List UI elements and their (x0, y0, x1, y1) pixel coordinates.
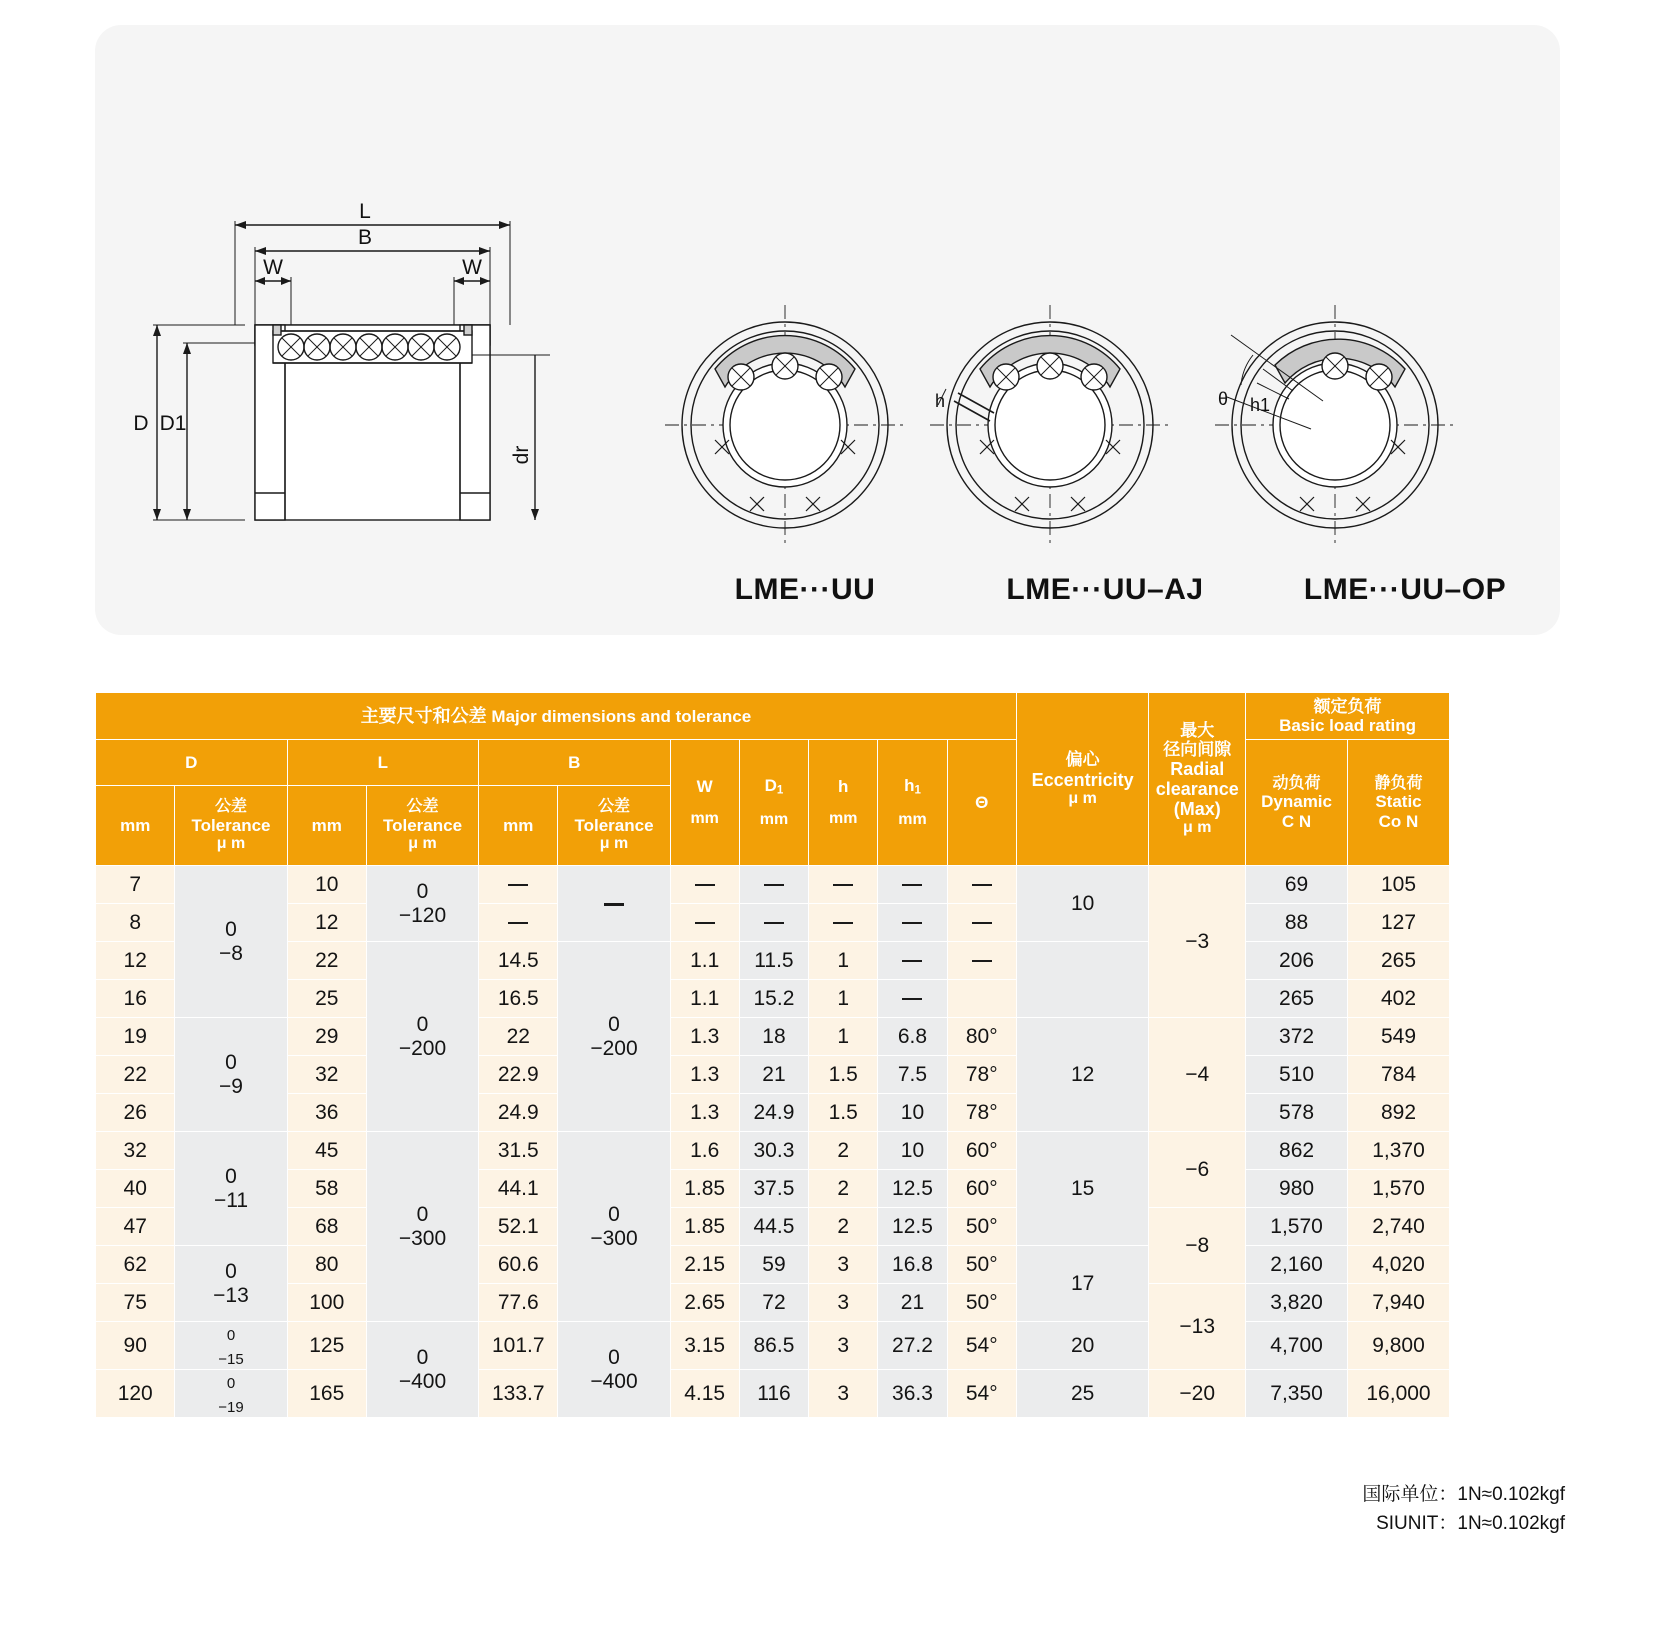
cell-dynamic-load: 4,700 (1246, 1322, 1348, 1370)
model-name-row (655, 573, 1555, 607)
cell-W: 1.1 (670, 980, 739, 1018)
cell-h: 3 (809, 1246, 878, 1284)
cell-L: 80 (287, 1246, 366, 1284)
cell-dynamic-load: 862 (1246, 1132, 1348, 1170)
cell-theta (947, 980, 1016, 1018)
cell-dynamic-load: 2,160 (1246, 1246, 1348, 1284)
header-tol-unit-L: μ m (408, 835, 437, 853)
cell-B: 44.1 (479, 1170, 558, 1208)
cell-dynamic-load: 7,350 (1246, 1370, 1348, 1418)
header-radial-clearance (1149, 693, 1246, 866)
header-load-en: Basic load rating (1279, 716, 1417, 736)
cell-theta (947, 904, 1016, 942)
cell-D-tolerance: 0 −8 (175, 866, 287, 1018)
cell-W: 1.3 (670, 1056, 739, 1094)
header-unit-B-mm: mm (479, 786, 558, 866)
cell-D-tolerance: 0 −15 (175, 1322, 287, 1370)
table-row (96, 980, 1450, 1018)
header-col-h1-unit: mm (898, 811, 927, 829)
cell-theta (947, 942, 1016, 980)
table-row (96, 866, 1450, 904)
header-row-subs (96, 740, 1450, 786)
cell-D: 22 (96, 1056, 175, 1094)
header-tol-cn-B: 公差 (598, 798, 631, 816)
cell-B: 24.9 (479, 1094, 558, 1132)
header-unit-L-tolerance (366, 786, 478, 866)
cell-radial-clearance: −13 (1149, 1284, 1246, 1370)
header-tol-en-L: Tolerance (382, 816, 463, 836)
footer-note-en: SIUNIT：1N≈0.102kgf (1376, 1513, 1565, 1535)
cell-h1: 36.3 (878, 1370, 947, 1418)
cell-L: 68 (287, 1208, 366, 1246)
cell-L: 25 (287, 980, 366, 1018)
header-col-D1-sub: 1 (776, 784, 784, 797)
cell-dynamic-load: 578 (1246, 1094, 1348, 1132)
cell-L: 36 (287, 1094, 366, 1132)
cell-D: 90 (96, 1322, 175, 1370)
cell-theta: 50° (947, 1208, 1016, 1246)
table-row (96, 1056, 1450, 1094)
cell-D: 75 (96, 1284, 175, 1322)
cell-L: 12 (287, 904, 366, 942)
cell-W (670, 904, 739, 942)
header-col-D1 (739, 740, 808, 866)
cell-dynamic-load: 1,570 (1246, 1208, 1348, 1246)
cell-D1: 37.5 (739, 1170, 808, 1208)
table-row (96, 1322, 1450, 1370)
header-col-D1-unit: mm (759, 811, 789, 829)
cell-W: 1.1 (670, 942, 739, 980)
cell-static-load: 7,940 (1348, 1284, 1450, 1322)
bearing-drawings-svg (95, 25, 1560, 635)
cell-h: 1.5 (809, 1056, 878, 1094)
cell-static-load: 784 (1348, 1056, 1450, 1094)
cell-D-tolerance: 0 −19 (175, 1370, 287, 1418)
cell-dynamic-load: 510 (1246, 1056, 1348, 1094)
cell-h1: 12.5 (878, 1170, 947, 1208)
cell-L: 125 (287, 1322, 366, 1370)
header-load-static-cn: 静负荷 (1374, 774, 1423, 792)
dim-label-L: L (359, 200, 371, 223)
cell-dynamic-load: 88 (1246, 904, 1348, 942)
cell-L-tolerance: 0 −400 (366, 1322, 478, 1418)
cell-D: 16 (96, 980, 175, 1018)
dim-D1 (183, 343, 255, 520)
cell-theta: 54° (947, 1370, 1016, 1418)
cell-dynamic-load: 3,820 (1246, 1284, 1348, 1322)
cell-B: 14.5 (479, 942, 558, 980)
cell-D1: 15.2 (739, 980, 808, 1018)
cell-B: 31.5 (479, 1132, 558, 1170)
cell-theta: 60° (947, 1170, 1016, 1208)
cell-L: 165 (287, 1370, 366, 1418)
cell-W: 2.65 (670, 1284, 739, 1322)
header-col-h-unit: mm (828, 810, 858, 828)
dim-label-W-right: W (462, 256, 482, 279)
header-eccentricity-en: Eccentricity (1031, 769, 1134, 790)
header-col-W-unit: mm (690, 810, 719, 828)
dim-label-h1: h1 (1249, 395, 1271, 415)
cell-h1: 10 (878, 1094, 947, 1132)
cell-B-tolerance (558, 866, 670, 942)
header-col-h-text: h (838, 777, 849, 797)
cell-theta: 78° (947, 1094, 1016, 1132)
specification-table-container (95, 692, 1450, 1418)
header-col-B: B (479, 740, 671, 786)
table-row (96, 1284, 1450, 1322)
header-load-static-en2: Co N (1378, 811, 1419, 831)
cell-B (479, 866, 558, 904)
cell-D1: 72 (739, 1284, 808, 1322)
cell-eccentricity: 25 (1016, 1370, 1148, 1418)
header-load-dynamic-cn: 动负荷 (1272, 774, 1321, 792)
cell-h1 (878, 942, 947, 980)
cell-W (670, 866, 739, 904)
cell-W: 1.85 (670, 1170, 739, 1208)
cell-h1: 7.5 (878, 1056, 947, 1094)
header-load-dynamic-en2: C N (1281, 811, 1312, 831)
cell-eccentricity: 17 (1016, 1246, 1148, 1322)
table-row (96, 1132, 1450, 1170)
header-basic-load-rating (1246, 693, 1450, 740)
header-radial-cn1: 最大 (1180, 720, 1215, 740)
header-tol-cn-D: 公差 (214, 798, 247, 816)
cell-D: 7 (96, 866, 175, 904)
bearing-body-section (255, 325, 535, 520)
cell-static-load: 9,800 (1348, 1322, 1450, 1370)
cell-D-tolerance: 0 −11 (175, 1132, 287, 1246)
cell-eccentricity: 12 (1016, 1018, 1148, 1132)
cell-B: 52.1 (479, 1208, 558, 1246)
dim-label-theta: θ (1217, 389, 1229, 409)
header-radial-en3: (Max) (1173, 799, 1221, 820)
cell-h: 1 (809, 942, 878, 980)
cell-radial-clearance: −3 (1149, 866, 1246, 1018)
cell-static-load: 265 (1348, 942, 1450, 980)
cell-D-tolerance: 0 −13 (175, 1246, 287, 1322)
header-radial-en1: Radial (1170, 758, 1225, 779)
cell-L: 45 (287, 1132, 366, 1170)
header-col-D: D (96, 740, 288, 786)
cell-B: 101.7 (479, 1322, 558, 1370)
endview-uu-op (1215, 305, 1455, 545)
cell-eccentricity (1016, 942, 1148, 1018)
cell-radial-clearance: −6 (1149, 1132, 1246, 1208)
header-col-h1-sub: 1 (914, 784, 921, 797)
header-major-cn: 主要尺寸和公差 (360, 705, 487, 726)
cell-static-load: 549 (1348, 1018, 1450, 1056)
dim-label-dr: dr (510, 445, 533, 465)
cell-D-tolerance: 0 −9 (175, 1018, 287, 1132)
table-row (96, 904, 1450, 942)
cell-h1 (878, 866, 947, 904)
cell-h: 1 (809, 980, 878, 1018)
endview-uu (665, 305, 905, 545)
header-tol-unit-D: μ m (216, 835, 246, 853)
header-unit-D-tolerance (175, 786, 287, 866)
cell-h: 2 (809, 1132, 878, 1170)
header-radial-cn2: 径向间隙 (1163, 739, 1232, 759)
model-label-uu: LME···UU (734, 573, 876, 606)
cell-D1: 30.3 (739, 1132, 808, 1170)
model-label-uu-op: LME···UU–OP (1303, 573, 1507, 606)
cell-B: 60.6 (479, 1246, 558, 1284)
header-eccentricity-unit: μ m (1068, 789, 1097, 807)
specification-table (95, 692, 1450, 1418)
cell-h1 (878, 904, 947, 942)
cell-h: 2 (809, 1170, 878, 1208)
cell-D: 62 (96, 1246, 175, 1284)
footer-notes (1362, 1480, 1565, 1539)
cell-radial-clearance: −4 (1149, 1018, 1246, 1132)
cell-W: 1.85 (670, 1208, 739, 1246)
cell-D1 (739, 904, 808, 942)
cell-B (479, 904, 558, 942)
cell-h: 3 (809, 1322, 878, 1370)
cell-D1: 44.5 (739, 1208, 808, 1246)
cell-D: 12 (96, 942, 175, 980)
cell-B: 22 (479, 1018, 558, 1056)
cell-h1: 27.2 (878, 1322, 947, 1370)
header-col-L: L (287, 740, 479, 786)
header-load-cn: 额定负荷 (1313, 697, 1382, 716)
header-col-h1-text: h (904, 775, 915, 795)
cell-L: 10 (287, 866, 366, 904)
table-row (96, 1370, 1450, 1418)
cell-D: 26 (96, 1094, 175, 1132)
header-tol-en-D: Tolerance (191, 816, 271, 836)
cell-D: 32 (96, 1132, 175, 1170)
header-radial-en2: clearance (1155, 779, 1239, 800)
header-tol-en-B: Tolerance (574, 816, 654, 836)
header-col-W-text: W (696, 777, 713, 797)
cell-theta: 78° (947, 1056, 1016, 1094)
table-row (96, 1170, 1450, 1208)
cell-dynamic-load: 206 (1246, 942, 1348, 980)
cell-static-load: 892 (1348, 1094, 1450, 1132)
cell-W: 4.15 (670, 1370, 739, 1418)
cell-D1: 18 (739, 1018, 808, 1056)
header-col-D1-text: D (764, 775, 777, 795)
model-label-uu-aj: LME···UU–AJ (1006, 573, 1204, 606)
cell-D1: 11.5 (739, 942, 808, 980)
cell-dynamic-load: 265 (1246, 980, 1348, 1018)
header-major-en: Major dimensions and tolerance (491, 706, 752, 726)
cell-h: 2 (809, 1208, 878, 1246)
cell-h1: 12.5 (878, 1208, 947, 1246)
cell-theta: 50° (947, 1246, 1016, 1284)
table-row (96, 1208, 1450, 1246)
cell-D1: 24.9 (739, 1094, 808, 1132)
cell-theta: 50° (947, 1284, 1016, 1322)
cell-static-load: 16,000 (1348, 1370, 1450, 1418)
cell-eccentricity: 15 (1016, 1132, 1148, 1246)
cell-B: 16.5 (479, 980, 558, 1018)
cell-L: 22 (287, 942, 366, 980)
table-row (96, 942, 1450, 980)
header-radial-unit: μ m (1183, 819, 1212, 837)
header-tol-unit-B: μ m (599, 835, 629, 853)
cell-theta: 60° (947, 1132, 1016, 1170)
cell-h: 1.5 (809, 1094, 878, 1132)
cell-static-load: 1,370 (1348, 1132, 1450, 1170)
cell-D1 (739, 866, 808, 904)
header-eccentricity (1016, 693, 1148, 866)
cell-L-tolerance: 0 −200 (366, 942, 478, 1132)
cell-D: 47 (96, 1208, 175, 1246)
header-eccentricity-cn: 偏心 (1065, 750, 1100, 770)
header-load-static-en1: Static (1375, 792, 1422, 812)
cell-D: 19 (96, 1018, 175, 1056)
cell-B-tolerance: 0 −200 (558, 942, 670, 1132)
dim-label-h: h (934, 391, 946, 411)
cell-static-load: 2,740 (1348, 1208, 1450, 1246)
cell-radial-clearance: −8 (1149, 1208, 1246, 1284)
cell-D: 8 (96, 904, 175, 942)
dim-W-right (454, 277, 490, 325)
diagram-panel (95, 25, 1560, 635)
cell-B: 133.7 (479, 1370, 558, 1418)
header-load-dynamic-en1: Dynamic (1261, 792, 1332, 812)
cell-L: 58 (287, 1170, 366, 1208)
cell-L: 29 (287, 1018, 366, 1056)
cell-h1: 21 (878, 1284, 947, 1322)
cell-eccentricity: 10 (1016, 866, 1148, 942)
cell-eccentricity: 20 (1016, 1322, 1148, 1370)
cell-static-load: 105 (1348, 866, 1450, 904)
cell-static-load: 127 (1348, 904, 1450, 942)
cell-theta (947, 866, 1016, 904)
cell-h1 (878, 980, 947, 1018)
cell-static-load: 402 (1348, 980, 1450, 1018)
dim-W-left (255, 277, 291, 325)
dim-label-B: B (357, 226, 373, 249)
cell-B: 22.9 (479, 1056, 558, 1094)
cell-D1: 86.5 (739, 1322, 808, 1370)
table-row (96, 1094, 1450, 1132)
header-load-dynamic (1246, 740, 1348, 866)
header-major-dimensions (96, 693, 1017, 740)
cell-h (809, 866, 878, 904)
cell-h1: 6.8 (878, 1018, 947, 1056)
cell-L-tolerance: 0 −120 (366, 866, 478, 942)
cell-h: 3 (809, 1284, 878, 1322)
header-row-groups (96, 693, 1450, 740)
cell-radial-clearance: −20 (1149, 1370, 1246, 1418)
cell-L-tolerance: 0 −300 (366, 1132, 478, 1322)
header-col-h (809, 740, 878, 866)
cell-h: 1 (809, 1018, 878, 1056)
cell-W: 3.15 (670, 1322, 739, 1370)
cell-W: 2.15 (670, 1246, 739, 1284)
header-unit-L-mm: mm (287, 786, 366, 866)
header-unit-D-mm: mm (96, 786, 175, 866)
cell-h1: 16.8 (878, 1246, 947, 1284)
cell-static-load: 4,020 (1348, 1246, 1450, 1284)
cell-h1: 10 (878, 1132, 947, 1170)
cell-dynamic-load: 372 (1246, 1018, 1348, 1056)
cell-h (809, 904, 878, 942)
cell-B-tolerance: 0 −300 (558, 1132, 670, 1322)
endview-uu-aj (930, 305, 1170, 545)
table-row (96, 1246, 1450, 1284)
dim-label-D: D (133, 412, 149, 435)
cell-theta: 80° (947, 1018, 1016, 1056)
footer-note-cn: 国际单位：1N≈0.102kgf (1362, 1484, 1565, 1505)
header-col-W (670, 740, 739, 866)
cell-D1: 59 (739, 1246, 808, 1284)
dim-label-D1: D1 (159, 412, 187, 435)
header-load-static (1348, 740, 1450, 866)
cell-W: 1.3 (670, 1018, 739, 1056)
cell-theta: 54° (947, 1322, 1016, 1370)
dim-B (255, 247, 490, 325)
header-tol-cn-L: 公差 (406, 798, 439, 816)
cell-B: 77.6 (479, 1284, 558, 1322)
cell-static-load: 1,570 (1348, 1170, 1450, 1208)
cell-B-tolerance: 0 −400 (558, 1322, 670, 1418)
cell-dynamic-load: 980 (1246, 1170, 1348, 1208)
cell-D: 40 (96, 1170, 175, 1208)
header-col-theta: Θ (947, 740, 1016, 866)
cell-L: 100 (287, 1284, 366, 1322)
cell-D: 120 (96, 1370, 175, 1418)
cell-D1: 21 (739, 1056, 808, 1094)
dim-label-W-left: W (263, 256, 283, 279)
header-col-h1 (878, 740, 947, 866)
table-row (96, 1018, 1450, 1056)
table-head (96, 693, 1450, 866)
cell-W: 1.6 (670, 1132, 739, 1170)
cell-W: 1.3 (670, 1094, 739, 1132)
cell-L: 32 (287, 1056, 366, 1094)
cell-D1: 116 (739, 1370, 808, 1418)
header-unit-B-tolerance (558, 786, 670, 866)
cell-dynamic-load: 69 (1246, 866, 1348, 904)
table-body (96, 866, 1450, 1418)
dim-dr (499, 355, 550, 520)
cell-h: 3 (809, 1370, 878, 1418)
